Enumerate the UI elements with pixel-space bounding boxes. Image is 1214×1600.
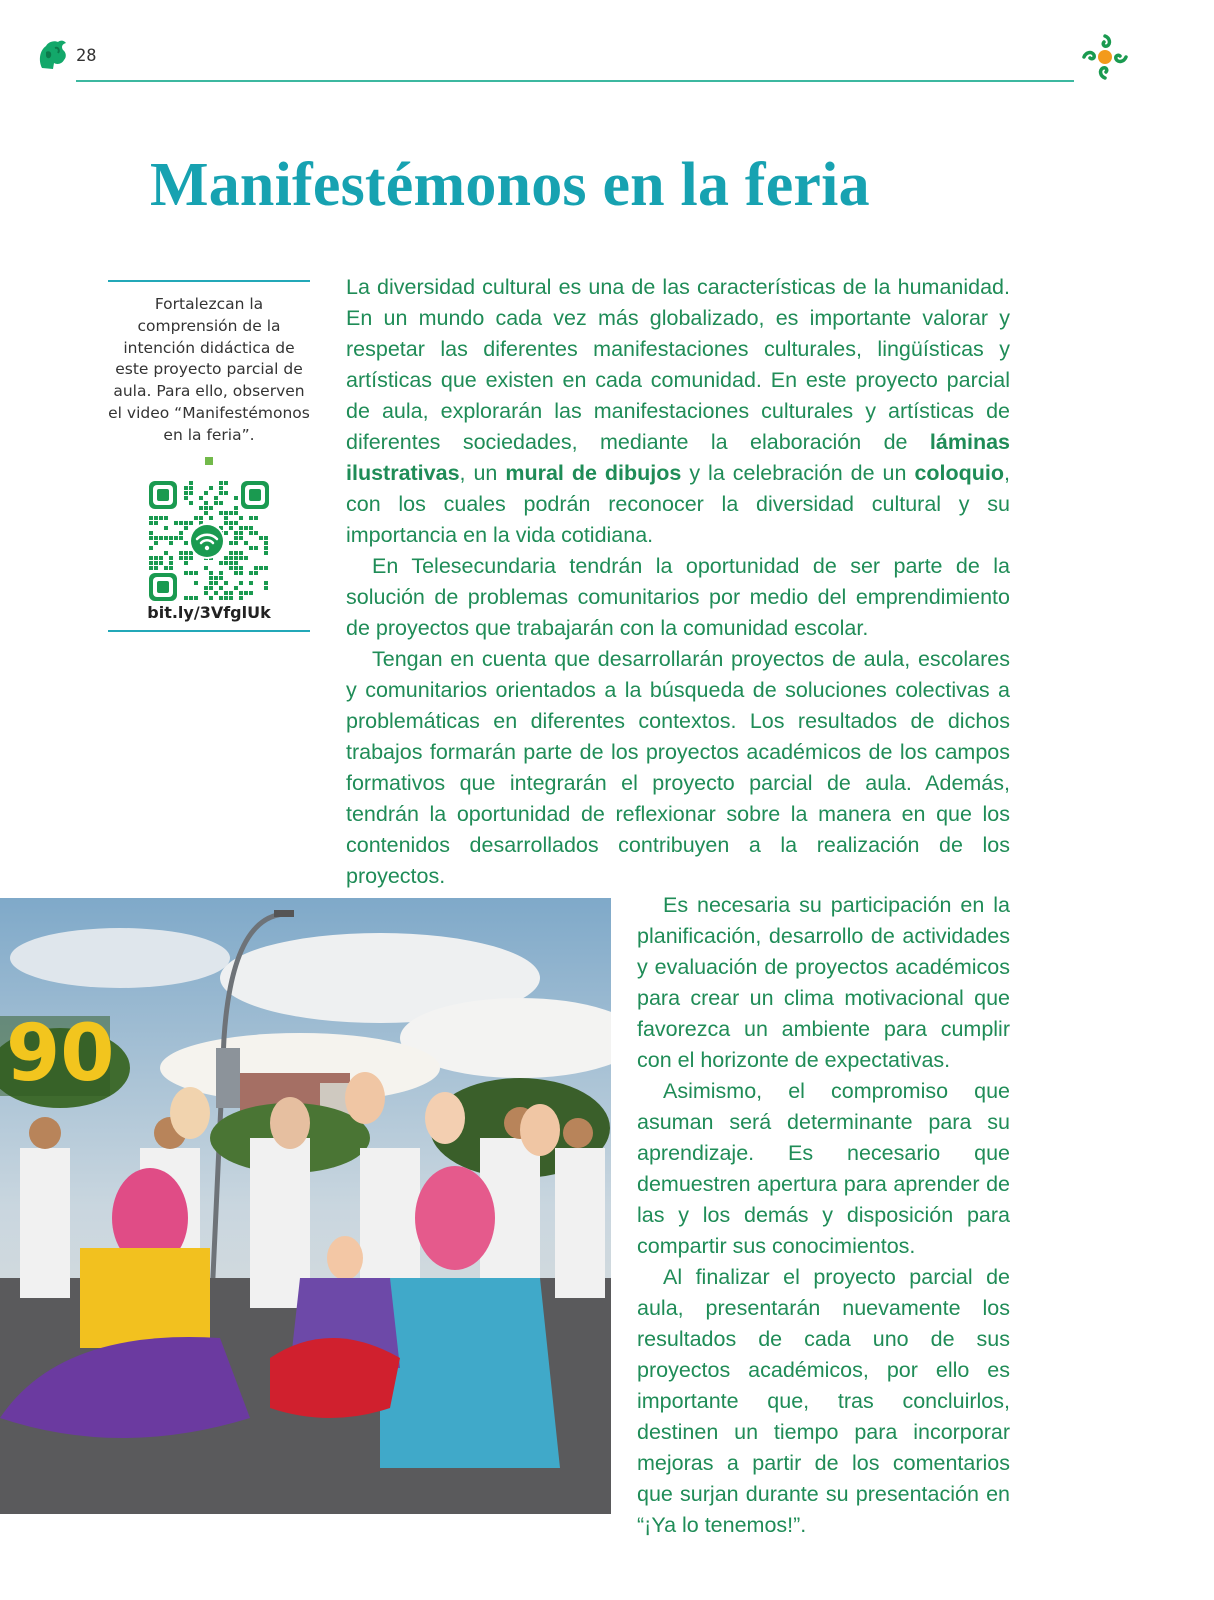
- qr-code[interactable]: [149, 481, 269, 601]
- qr-module: [149, 521, 153, 525]
- qr-module: [184, 556, 188, 560]
- p1-text-e: , con los cuales podrán reconocer la diversidad cultural y su importancia en la vida cotidiana.: [346, 461, 1010, 547]
- qr-module: [149, 566, 153, 570]
- qr-module: [259, 566, 263, 570]
- qr-module: [149, 536, 153, 540]
- qr-module: [189, 501, 193, 505]
- qr-module: [239, 536, 243, 540]
- qr-module: [229, 551, 233, 555]
- qr-module: [184, 486, 188, 490]
- qr-module: [224, 581, 228, 585]
- qr-module: [229, 541, 233, 545]
- qr-module: [264, 551, 268, 555]
- qr-module: [169, 541, 173, 545]
- qr-module: [234, 536, 238, 540]
- qr-module: [254, 546, 258, 550]
- qr-module: [154, 536, 158, 540]
- qr-module: [184, 491, 188, 495]
- qr-finder-top-right: [241, 481, 269, 509]
- qr-module: [259, 536, 263, 540]
- sidebar-text: Fortalezcan la comprensión de la intención didáctica de este proyecto parcial de aula. Para ello, observen el video “Manifestémonos en la feria”.: [108, 295, 310, 444]
- qr-module: [214, 581, 218, 585]
- qr-module: [229, 561, 233, 565]
- qr-module: [234, 571, 238, 575]
- qr-module: [189, 481, 193, 485]
- qr-module: [264, 581, 268, 585]
- qr-module: [164, 516, 168, 520]
- qr-module: [199, 496, 203, 500]
- paragraph-4: Es necesaria su participación en la planificación, desarrollo de actividades y evaluación de proyectos académicos para crear un clima motivacional que favorezca un ambiente para cumplir con el horizonte de expectativas.: [637, 893, 1010, 1072]
- qr-module: [204, 506, 208, 510]
- qr-module: [184, 541, 188, 545]
- qr-module: [154, 541, 158, 545]
- paragraph-1: [346, 272, 1010, 551]
- qr-module: [239, 591, 243, 595]
- qr-module: [249, 526, 253, 530]
- qr-module: [239, 516, 243, 520]
- qr-module: [249, 531, 253, 535]
- qr-module: [244, 591, 248, 595]
- qr-module: [209, 576, 213, 580]
- qr-module: [194, 581, 198, 585]
- qr-module: [169, 536, 173, 540]
- sign-number: 90: [6, 1009, 115, 1099]
- qr-module: [204, 511, 208, 515]
- paragraph-2: En Telesecundaria tendrán la oportunidad de ser parte de la solución de problemas comunitarios por medio del emprendimiento de proyectos que trabajarán con la comunidad escolar.: [346, 554, 1010, 640]
- page-number: 28: [76, 46, 97, 66]
- qr-module: [204, 491, 208, 495]
- page-title: Manifestémonos en la feria: [150, 151, 870, 219]
- qr-module: [214, 591, 218, 595]
- qr-module: [174, 521, 178, 525]
- sidebar-top-rule: [108, 280, 310, 282]
- qr-module: [219, 501, 223, 505]
- qr-module: [219, 486, 223, 490]
- leaf-figure-logo-icon: [36, 38, 70, 72]
- qr-module: [219, 561, 223, 565]
- qr-module: [229, 591, 233, 595]
- qr-module: [154, 566, 158, 570]
- p1-text-c: , un: [459, 461, 506, 485]
- qr-module: [164, 526, 168, 530]
- qr-module: [209, 486, 213, 490]
- qr-module: [224, 516, 228, 520]
- qr-module: [204, 591, 208, 595]
- sidebar-bottom-rule: [108, 630, 310, 632]
- qr-module: [234, 531, 238, 535]
- qr-module: [229, 566, 233, 570]
- qr-module: [239, 571, 243, 575]
- qr-module: [189, 486, 193, 490]
- qr-module: [189, 596, 193, 600]
- qr-module: [234, 566, 238, 570]
- qr-module: [149, 546, 153, 550]
- qr-module: [154, 556, 158, 560]
- qr-module: [204, 501, 208, 505]
- qr-module: [204, 566, 208, 570]
- qr-module: [189, 571, 193, 575]
- qr-module: [159, 561, 163, 565]
- qr-short-link[interactable]: bit.ly/3VfglUk: [147, 602, 271, 622]
- qr-module: [199, 506, 203, 510]
- qr-module: [254, 571, 258, 575]
- qr-module: [149, 561, 153, 565]
- sidebar-video-box: [108, 280, 310, 632]
- qr-module: [184, 561, 188, 565]
- yellow-90-sign: [0, 1009, 115, 1099]
- qr-module: [234, 556, 238, 560]
- qr-module: [179, 521, 183, 525]
- qr-module: [239, 566, 243, 570]
- qr-module: [209, 571, 213, 575]
- qr-module: [229, 556, 233, 560]
- p1-bold-mural: mural de dibujos: [505, 461, 682, 485]
- qr-module: [234, 521, 238, 525]
- qr-module: [219, 576, 223, 580]
- qr-module: [224, 521, 228, 525]
- qr-module: [159, 556, 163, 560]
- qr-module: [219, 586, 223, 590]
- paragraph-3: Tengan en cuenta que desarrollarán proyectos de aula, escolares y comunitarios orientados a la búsqueda de soluciones colectivas a problemáticas en diferentes contextos. Los resultados de dichos trabajos formarán parte de los proyectos académicos de los campos formativos que integrarán el proyecto parcial de aula. Además, tendrán la oportunidad de reflexionar sobre la manera en que los contenidos desarrollados contribuyen a la realización de los proyectos.: [346, 647, 1010, 888]
- qr-module: [224, 556, 228, 560]
- qr-module: [189, 491, 193, 495]
- qr-module: [219, 511, 223, 515]
- qr-module: [179, 536, 183, 540]
- qr-module: [194, 571, 198, 575]
- qr-module: [224, 491, 228, 495]
- qr-module: [244, 526, 248, 530]
- qr-module: [209, 506, 213, 510]
- qr-module: [239, 526, 243, 530]
- qr-module: [264, 536, 268, 540]
- qr-module: [184, 596, 188, 600]
- qr-module: [224, 591, 228, 595]
- qr-module: [254, 531, 258, 535]
- right-column-text: [637, 890, 1010, 1541]
- qr-module: [249, 591, 253, 595]
- qr-module: [224, 511, 228, 515]
- qr-module: [229, 511, 233, 515]
- qr-module: [199, 516, 203, 520]
- qr-module: [179, 551, 183, 555]
- qr-module: [194, 596, 198, 600]
- p1-bold-coloquio: coloquio: [914, 461, 1005, 485]
- qr-module: [179, 556, 183, 560]
- qr-module: [194, 516, 198, 520]
- qr-module: [224, 596, 228, 600]
- qr-module: [239, 556, 243, 560]
- p1-text-d: y la celebración de un: [681, 461, 915, 485]
- qr-module: [249, 581, 253, 585]
- qr-module: [234, 551, 238, 555]
- qr-module: [264, 546, 268, 550]
- qr-module: [184, 496, 188, 500]
- qr-module: [244, 541, 248, 545]
- qr-module: [239, 581, 243, 585]
- qr-module: [234, 496, 238, 500]
- qr-module: [229, 526, 233, 530]
- p1-text-a: La diversidad cultural es una de las características de la humanidad. En un mundo cada vez más globalizado, es importante valorar y respetar las diferentes manifestaciones culturales, lingüísticas y artísticas que existen en cada comunidad. En este proyecto parcial de aula, explorarán las manifestaciones culturales y artísticas de diferentes sociedades, mediante la elaboración de: [346, 275, 1010, 454]
- qr-module: [234, 586, 238, 590]
- qr-finder-bottom-left: [149, 573, 177, 601]
- qr-module: [234, 561, 238, 565]
- qr-module: [164, 536, 168, 540]
- qr-module: [219, 481, 223, 485]
- qr-module: [229, 521, 233, 525]
- qr-module: [249, 546, 253, 550]
- qr-module: [174, 536, 178, 540]
- qr-module: [154, 521, 158, 525]
- qr-module: [219, 571, 223, 575]
- qr-module: [154, 516, 158, 520]
- qr-module: [264, 586, 268, 590]
- sidebar-bullet: [205, 457, 213, 465]
- qr-module: [184, 571, 188, 575]
- qr-module: [209, 516, 213, 520]
- qr-module: [164, 551, 168, 555]
- qr-module: [204, 586, 208, 590]
- qr-module: [254, 516, 258, 520]
- qr-module: [184, 526, 188, 530]
- qr-module: [239, 596, 243, 600]
- qr-module: [239, 551, 243, 555]
- qr-module: [184, 551, 188, 555]
- qr-module: [159, 516, 163, 520]
- qr-module: [184, 521, 188, 525]
- main-body-text: [346, 272, 1010, 892]
- qr-module: [169, 556, 173, 560]
- qr-module: [189, 556, 193, 560]
- flower-ornament-icon: [1080, 32, 1130, 82]
- qr-module: [179, 531, 183, 535]
- qr-module: [209, 586, 213, 590]
- qr-module: [264, 541, 268, 545]
- qr-module: [154, 561, 158, 565]
- p1-bold-laminas: láminas ilustrativas: [346, 430, 1010, 485]
- qr-module: [219, 596, 223, 600]
- qr-module: [169, 566, 173, 570]
- qr-module: [164, 566, 168, 570]
- qr-module: [214, 501, 218, 505]
- qr-module: [234, 506, 238, 510]
- qr-module: [219, 491, 223, 495]
- qr-module: [189, 521, 193, 525]
- qr-module: [149, 516, 153, 520]
- qr-module: [224, 481, 228, 485]
- qr-module: [249, 571, 253, 575]
- qr-module: [149, 556, 153, 560]
- qr-module: [214, 496, 218, 500]
- qr-module: [159, 536, 163, 540]
- festival-photo: [0, 898, 611, 1514]
- qr-module: [224, 561, 228, 565]
- qr-module: [169, 561, 173, 565]
- wifi-icon: [189, 523, 225, 559]
- qr-module: [234, 511, 238, 515]
- qr-module: [224, 531, 228, 535]
- qr-module: [244, 556, 248, 560]
- qr-module: [209, 596, 213, 600]
- paragraph-5: Asimismo, el compromiso que asuman será determinante para su aprendizaje. Es necesario que demuestren apertura para aprender de las y los demás y disposición para compartir sus conocimientos.: [637, 1079, 1010, 1258]
- qr-finder-top-left: [149, 481, 177, 509]
- paragraph-6: Al finalizar el proyecto parcial de aula, presentarán nuevamente los resultados de cada uno de sus proyectos académicos, por ello es importante que, tras concluirlos, destinen un tiempo para incorporar mejoras a partir de los comentarios que surjan durante su presentación en “¡Ya lo tenemos!”.: [637, 1265, 1010, 1537]
- qr-module: [264, 566, 268, 570]
- qr-module: [249, 516, 253, 520]
- qr-module: [234, 541, 238, 545]
- qr-module: [229, 596, 233, 600]
- qr-module: [254, 566, 258, 570]
- qr-module: [214, 576, 218, 580]
- qr-module: [239, 531, 243, 535]
- qr-module: [189, 551, 193, 555]
- qr-module: [149, 531, 153, 535]
- qr-module: [209, 581, 213, 585]
- header-divider: [76, 80, 1074, 82]
